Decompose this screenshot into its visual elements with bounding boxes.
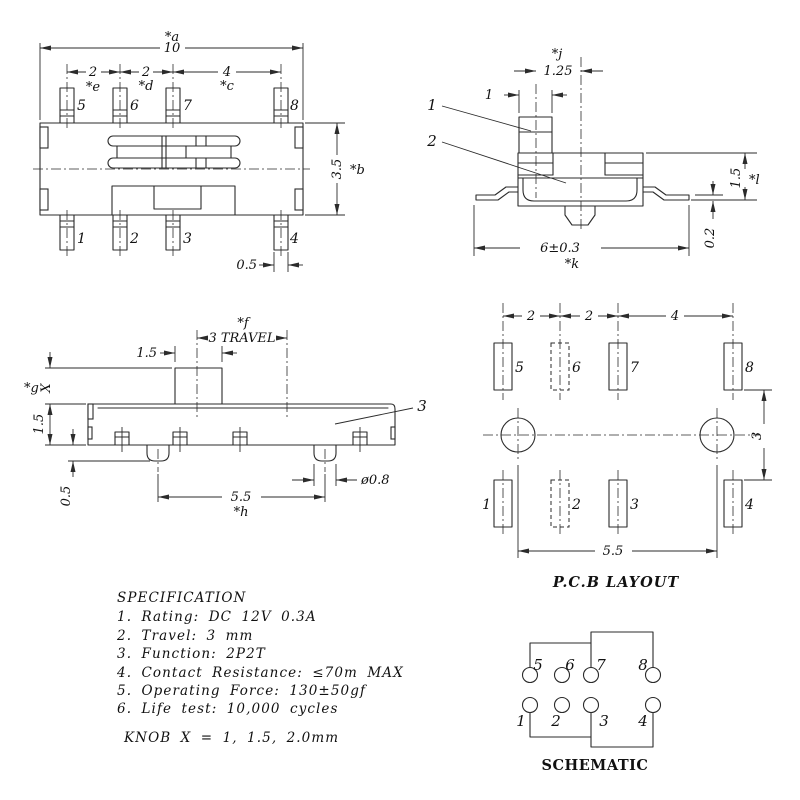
- dim-value-6: 6±0.3: [540, 241, 580, 256]
- dim-value-0_5: 0.5: [236, 258, 257, 273]
- pin-label-2: 2: [130, 231, 139, 247]
- dim-knob-offset: [514, 47, 603, 79]
- end-view: [426, 47, 759, 272]
- schematic-label-2: 2: [551, 712, 561, 730]
- side-view: [24, 316, 427, 520]
- schematic-label-3: 3: [599, 712, 609, 730]
- dim-value-5_5: 5.5: [230, 490, 252, 505]
- side-view-knob: [175, 368, 222, 404]
- pin-label-3: 3: [183, 231, 192, 247]
- pcb-pad-label-3: 3: [630, 497, 639, 513]
- dim-knob-width-side: [136, 346, 237, 362]
- dim-tag-l: *l: [749, 173, 760, 188]
- dim-tag-f: *f: [237, 316, 249, 331]
- dim-tag-d: *d: [138, 79, 154, 94]
- dim-travel: [197, 316, 287, 346]
- pcb-pad-label-1: 1: [482, 497, 491, 513]
- pcb-dim-p2: 2: [584, 309, 594, 324]
- dim-span: [474, 205, 689, 272]
- schematic-label-1: 1: [516, 712, 526, 730]
- end-view-leaders: [426, 96, 566, 183]
- spec-line-2: 2. Travel: 3 mm: [117, 628, 254, 644]
- schematic-wires: [530, 632, 653, 747]
- dim-bump-height: [45, 429, 150, 506]
- dim-value-1_25: 1.25: [543, 64, 573, 79]
- dim-value-body-1_5: 1.5: [32, 413, 47, 435]
- spec-line-6: 6. Life test: 10,000 cycles: [117, 701, 339, 717]
- leader-label-3: 3: [417, 397, 427, 415]
- leader-label-2: 2: [427, 132, 437, 150]
- pcb-pad-label-4: 4: [745, 497, 754, 513]
- dim-bump-dia: [292, 464, 390, 488]
- schematic-label-8: 8: [638, 656, 648, 674]
- schematic-pin-2: [555, 698, 570, 713]
- pcb-pad-label-6: 6: [572, 360, 581, 376]
- dim-pitch-3: 4: [222, 65, 232, 80]
- dim-knob-width-end: [485, 88, 567, 113]
- dim-value-1: 1: [484, 88, 494, 103]
- pcb-pad-label-7: 7: [630, 360, 639, 376]
- dim-pitch-2: 2: [141, 65, 151, 80]
- dim-tag-e: *e: [85, 80, 101, 95]
- specification: [116, 590, 404, 746]
- spec-knob-note: KNOB X = 1, 1.5, 2.0mm: [124, 730, 340, 746]
- top-view: [33, 30, 365, 273]
- pcb-pad-label-5: 5: [515, 360, 524, 376]
- pcb-pad-label-8: 8: [745, 360, 754, 376]
- pin-label-4: 4: [290, 231, 299, 247]
- pin-label-5: 5: [77, 98, 86, 114]
- schematic-label-5: 5: [533, 656, 543, 674]
- slider-contacts: [108, 136, 240, 168]
- dim-tag-c: *c: [220, 79, 234, 94]
- dim-tag-a: *a: [164, 30, 180, 45]
- pcb-dim-span: [518, 465, 717, 559]
- dim-value-dia: ø0.8: [361, 473, 390, 488]
- pcb-pad-label-2: 2: [572, 497, 581, 513]
- dim-value-bump-0_5: 0.5: [59, 485, 74, 507]
- end-view-leads: [476, 187, 689, 200]
- dim-value-knob-1_5: 1.5: [136, 346, 157, 361]
- dim-tag-h: *h: [233, 505, 249, 520]
- locating-boss: [565, 206, 595, 225]
- pin-label-8: 8: [290, 98, 299, 114]
- schematic-pins: [523, 668, 661, 713]
- end-view-body: [518, 153, 643, 225]
- dim-tag-b: *b: [350, 163, 365, 178]
- dim-value-1_5-end: 1.5: [729, 167, 744, 189]
- schematic-title: SCHEMATIC: [541, 757, 649, 774]
- dim-body-height: [305, 123, 365, 215]
- schematic: [516, 632, 660, 774]
- pin-label-6: 6: [130, 98, 139, 114]
- dim-value-x: X: [39, 383, 54, 393]
- dim-value-3_5: 3.5: [330, 158, 345, 180]
- dim-tag-g: *g: [24, 381, 39, 396]
- end-view-knob: [519, 117, 552, 153]
- knob-slot: [112, 186, 235, 215]
- schematic-label-4: 4: [638, 712, 648, 730]
- side-view-terminals: [115, 427, 367, 452]
- dim-standoff: [695, 181, 723, 248]
- dim-value-0_2: 0.2: [703, 227, 718, 249]
- dim-bump-pitch: [158, 474, 325, 520]
- spec-title: SPECIFICATION: [117, 590, 247, 606]
- spec-line-3: 3. Function: 2P2T: [117, 646, 266, 662]
- pcb-centerlines: [483, 303, 760, 537]
- dim-pin-pitch: [67, 65, 281, 95]
- spec-line-5: 5. Operating Force: 130±50gf: [117, 683, 367, 699]
- leader-label-1: 1: [427, 96, 437, 114]
- schematic-pin-4: [646, 698, 661, 713]
- schematic-pin-1: [523, 698, 538, 713]
- pcb-layout: [482, 303, 772, 591]
- pin-label-7: 7: [183, 98, 192, 114]
- schematic-label-7: 7: [596, 656, 606, 674]
- dim-value-travel: 3 TRAVEL: [208, 331, 276, 346]
- dim-tag-k: *k: [564, 257, 580, 272]
- spec-line-1: 1. Rating: DC 12V 0.3A: [117, 609, 317, 625]
- dim-pin-width: [236, 252, 303, 273]
- dim-tag-j: *j: [551, 47, 563, 62]
- spec-line-4: 4. Contact Resistance: ≤70m MAX: [117, 665, 404, 681]
- pin-label-1: 1: [77, 231, 86, 247]
- dim-value-10: 10: [163, 41, 181, 56]
- side-view-body: [88, 404, 395, 445]
- pcb-dim-5_5: 5.5: [602, 544, 624, 559]
- pins-bottom-row: [60, 215, 288, 250]
- side-view-bumps: [147, 445, 336, 472]
- pcb-dim-p1: 2: [526, 309, 536, 324]
- pcb-layout-title: P.C.B LAYOUT: [552, 574, 680, 591]
- side-view-leader: [335, 397, 427, 424]
- dim-body-height-side: [32, 404, 50, 445]
- pcb-dim-p3: 4: [670, 309, 680, 324]
- schematic-label-6: 6: [565, 656, 575, 674]
- dim-pitch-1: 2: [88, 65, 98, 80]
- pcb-dim-3: 3: [750, 431, 765, 441]
- schematic-pin-3-common: [584, 698, 599, 713]
